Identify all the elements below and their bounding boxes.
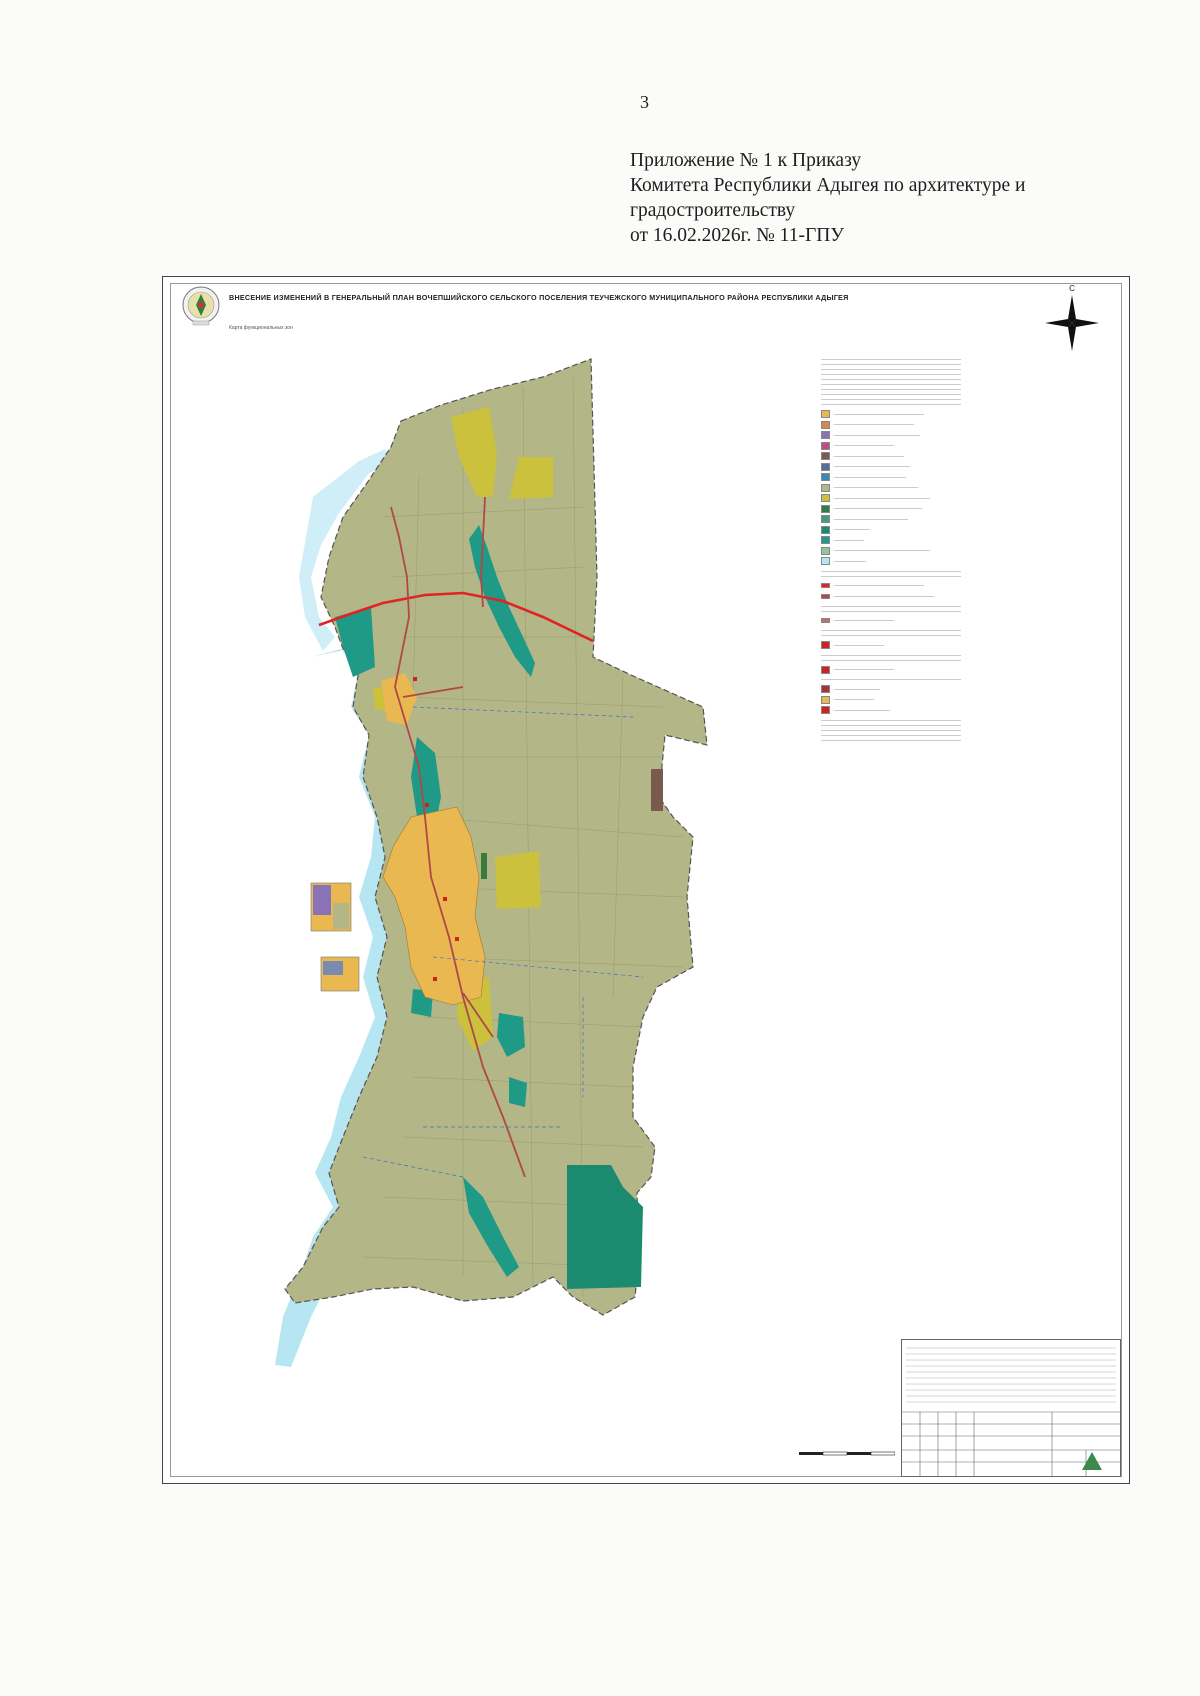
legend-row bbox=[821, 556, 961, 567]
legend-swatch bbox=[821, 547, 830, 555]
legend-row bbox=[821, 535, 961, 546]
functional-zones-map bbox=[163, 277, 1131, 1485]
legend-swatch bbox=[821, 431, 830, 439]
legend-swatch bbox=[821, 583, 830, 588]
legend-swatch bbox=[821, 696, 830, 704]
legend-row bbox=[821, 591, 961, 602]
legend-line bbox=[821, 404, 961, 405]
legend-row bbox=[821, 420, 961, 431]
legend-row bbox=[821, 451, 961, 462]
legend-line bbox=[821, 389, 961, 390]
legend-line bbox=[821, 679, 961, 680]
map-sheet bbox=[162, 276, 1130, 1484]
legend-row bbox=[821, 483, 961, 494]
inset-fragment bbox=[321, 957, 359, 991]
legend-swatch bbox=[821, 515, 830, 523]
appendix-line: градостроительству bbox=[630, 200, 796, 221]
legend-row bbox=[821, 472, 961, 483]
legend-line bbox=[821, 606, 961, 607]
legend-swatch bbox=[821, 526, 830, 534]
compass-label: С bbox=[1069, 284, 1075, 293]
legend-swatch bbox=[821, 410, 830, 418]
legend-line bbox=[821, 374, 961, 375]
industrial-zone bbox=[651, 769, 663, 811]
legend-swatch bbox=[821, 463, 830, 471]
legend-line bbox=[821, 655, 961, 656]
legend-swatch bbox=[821, 685, 830, 693]
legend-swatch bbox=[821, 442, 830, 450]
legend-swatch bbox=[821, 666, 830, 674]
map-legend bbox=[821, 355, 961, 745]
legend-line bbox=[821, 571, 961, 572]
map-subtitle: Карта функциональных зон bbox=[229, 325, 293, 331]
legend-line bbox=[821, 394, 961, 395]
legend-swatch bbox=[821, 557, 830, 565]
legend-swatch bbox=[821, 494, 830, 502]
legend-line bbox=[821, 725, 961, 726]
legend-swatch bbox=[821, 641, 830, 649]
legend-row bbox=[821, 684, 961, 695]
legend-swatch bbox=[821, 618, 830, 623]
legend-line bbox=[821, 730, 961, 731]
legend-line bbox=[821, 369, 961, 370]
legend-row bbox=[821, 705, 961, 716]
legend-line bbox=[821, 635, 961, 636]
map-title: ВНЕСЕНИЕ ИЗМЕНЕНИЙ В ГЕНЕРАЛЬНЫЙ ПЛАН ВОЧЕПШИЙСКОГО СЕЛЬСКОГО ПОСЕЛЕНИЯ ТЕУЧЕЖСКОГО МУНИЦИПАЛЬНОГО РАЙОНА РЕСПУБЛИКИ АДЫГЕЯ bbox=[229, 293, 849, 302]
legend-swatch bbox=[821, 505, 830, 513]
legend-row bbox=[821, 430, 961, 441]
legend-row bbox=[821, 462, 961, 473]
legend-swatch bbox=[821, 484, 830, 492]
legend-row bbox=[821, 665, 961, 676]
legend-row bbox=[821, 409, 961, 420]
appendix-line: от 16.02.2026г. № 11-ГПУ bbox=[630, 225, 845, 246]
appendix-line: Приложение № 1 к Приказу bbox=[630, 150, 862, 171]
legend-line bbox=[821, 740, 961, 741]
legend-row bbox=[821, 695, 961, 706]
legend-swatch bbox=[821, 473, 830, 481]
legend-row bbox=[821, 525, 961, 536]
legend-swatch bbox=[821, 706, 830, 714]
legend-line bbox=[821, 576, 961, 577]
legend-swatch bbox=[821, 452, 830, 460]
legend-line bbox=[821, 364, 961, 365]
legend-line bbox=[821, 611, 961, 612]
legend-line bbox=[821, 399, 961, 400]
utility-zone bbox=[481, 853, 487, 879]
legend-row bbox=[821, 441, 961, 452]
page-number: 3 bbox=[640, 92, 649, 112]
legend-row bbox=[821, 546, 961, 557]
legend-line bbox=[821, 735, 961, 736]
legend-line bbox=[821, 660, 961, 661]
legend-line bbox=[821, 630, 961, 631]
scale-bar bbox=[799, 1447, 895, 1461]
appendix-line: Комитета Республики Адыгея по архитектуре и bbox=[630, 175, 1026, 196]
inset-fragment bbox=[311, 883, 351, 931]
legend-row bbox=[821, 493, 961, 504]
appendix-header bbox=[630, 148, 1110, 248]
legend-line bbox=[821, 379, 961, 380]
legend-line bbox=[821, 359, 961, 360]
legend-line bbox=[821, 384, 961, 385]
legend-swatch bbox=[821, 536, 830, 544]
legend-row bbox=[821, 616, 961, 627]
legend-row bbox=[821, 640, 961, 651]
legend-row bbox=[821, 504, 961, 515]
legend-swatch bbox=[821, 594, 830, 599]
legend-row bbox=[821, 514, 961, 525]
legend-swatch bbox=[821, 421, 830, 429]
legend-row bbox=[821, 581, 961, 592]
title-block bbox=[901, 1339, 1121, 1477]
settlement-territory bbox=[285, 359, 707, 1315]
legend-line bbox=[821, 720, 961, 721]
